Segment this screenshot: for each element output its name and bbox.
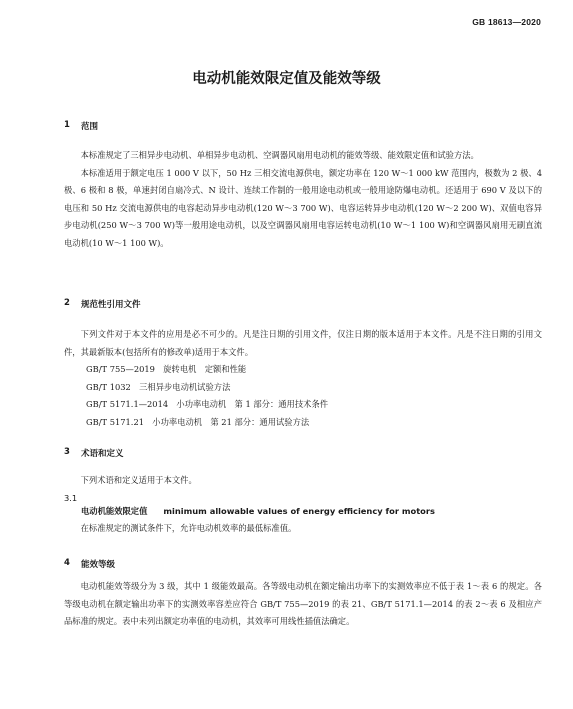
definition-number: 3.1 [64, 493, 78, 503]
definition-block [64, 493, 542, 538]
definition-text: 在标准规定的测试条件下，允许电动机效率的最低标准值。 [80, 523, 297, 533]
section-title: 规范性引用文件 [81, 300, 141, 310]
term-chinese: 电动机能效限定值 [81, 506, 148, 516]
standard-code: GB 18613—2020 [472, 17, 541, 27]
section-number: 2 [64, 298, 70, 308]
section-number: 3 [64, 447, 70, 457]
section-title: 能效等级 [81, 560, 116, 570]
reference-item: GB/T 755—2019 旋转电机 定额和性能 [86, 364, 247, 374]
reference-item: GB/T 1032 三相异步电动机试验方法 [86, 381, 231, 392]
section-3-heading [64, 447, 124, 459]
paragraph: 本标准适用于额定电压 1 000 V 以下，50 Hz 三相交流电源供电，额定功率在 120 W～1 000 kW 范围内，极数为 2 极、4 极、6 极和 8 极，单速封闭自扇冷式、N 设计、连续工作制的一般用途电动机或一般用途防爆电动机。还适用于 690 V 及以下的电压和 50 Hz 交流电源供电的电容起动异步电动机(120 W～3 700 W)、电容运转异步电动机(120 W～2 200 W)、双值电容异步电动机(250 W～3 700 W)等一般用途电动机，以及空调器风扇用电容运转电动机(10 W～1 100 W)和空调器风扇用无刷直流电动机(10 W～1 100 W)。 [64, 167, 542, 248]
section-1-heading [64, 120, 98, 132]
paragraph: 下列术语和定义适用于本文件。 [80, 475, 197, 485]
paragraph: 下列文件对于本文件的应用是必不可少的。凡是注日期的引用文件，仅注日期的版本适用于本文件。凡是不注日期的引用文件，其最新版本(包括所有的修改单)适用于本文件。 [64, 329, 542, 357]
section-number: 1 [64, 120, 70, 130]
paragraph: 本标准规定了三相异步电动机、单相异步电动机、空调器风扇用电动机的能效等级、能效限定值和试验方法。 [80, 150, 479, 160]
reference-list [64, 361, 542, 431]
term-english: minimum allowable values of energy efficiency for motors [163, 506, 435, 516]
paragraph: 电动机能效等级分为 3 级，其中 1 级能效最高。各等级电动机在额定输出功率下的实测效率应不低于表 1～表 6 的规定。各等级电动机在额定输出功率下的实测效率容差应符合 GB/T 755—2019 的表 21、GB/T 5171.1—2014 的表 2～表 6 及相应产品标准的规定。表中未列出额定功率值的电动机，其效率可用线性插值法确定。 [64, 581, 542, 626]
section-title: 术语和定义 [81, 449, 124, 459]
reference-item: GB/T 5171.1—2014 小功率电动机 第 1 部分：通用技术条件 [86, 399, 329, 409]
document-title: 电动机能效限定值及能效等级 [192, 71, 381, 87]
section-title: 范围 [81, 122, 99, 132]
reference-item: GB/T 5171.21 小功率电动机 第 21 部分：通用试验方法 [86, 416, 310, 427]
section-4-heading [64, 558, 115, 570]
section-1-body [64, 147, 542, 252]
section-2-heading [64, 298, 141, 310]
section-number: 4 [64, 558, 70, 568]
definition-term [64, 503, 542, 520]
